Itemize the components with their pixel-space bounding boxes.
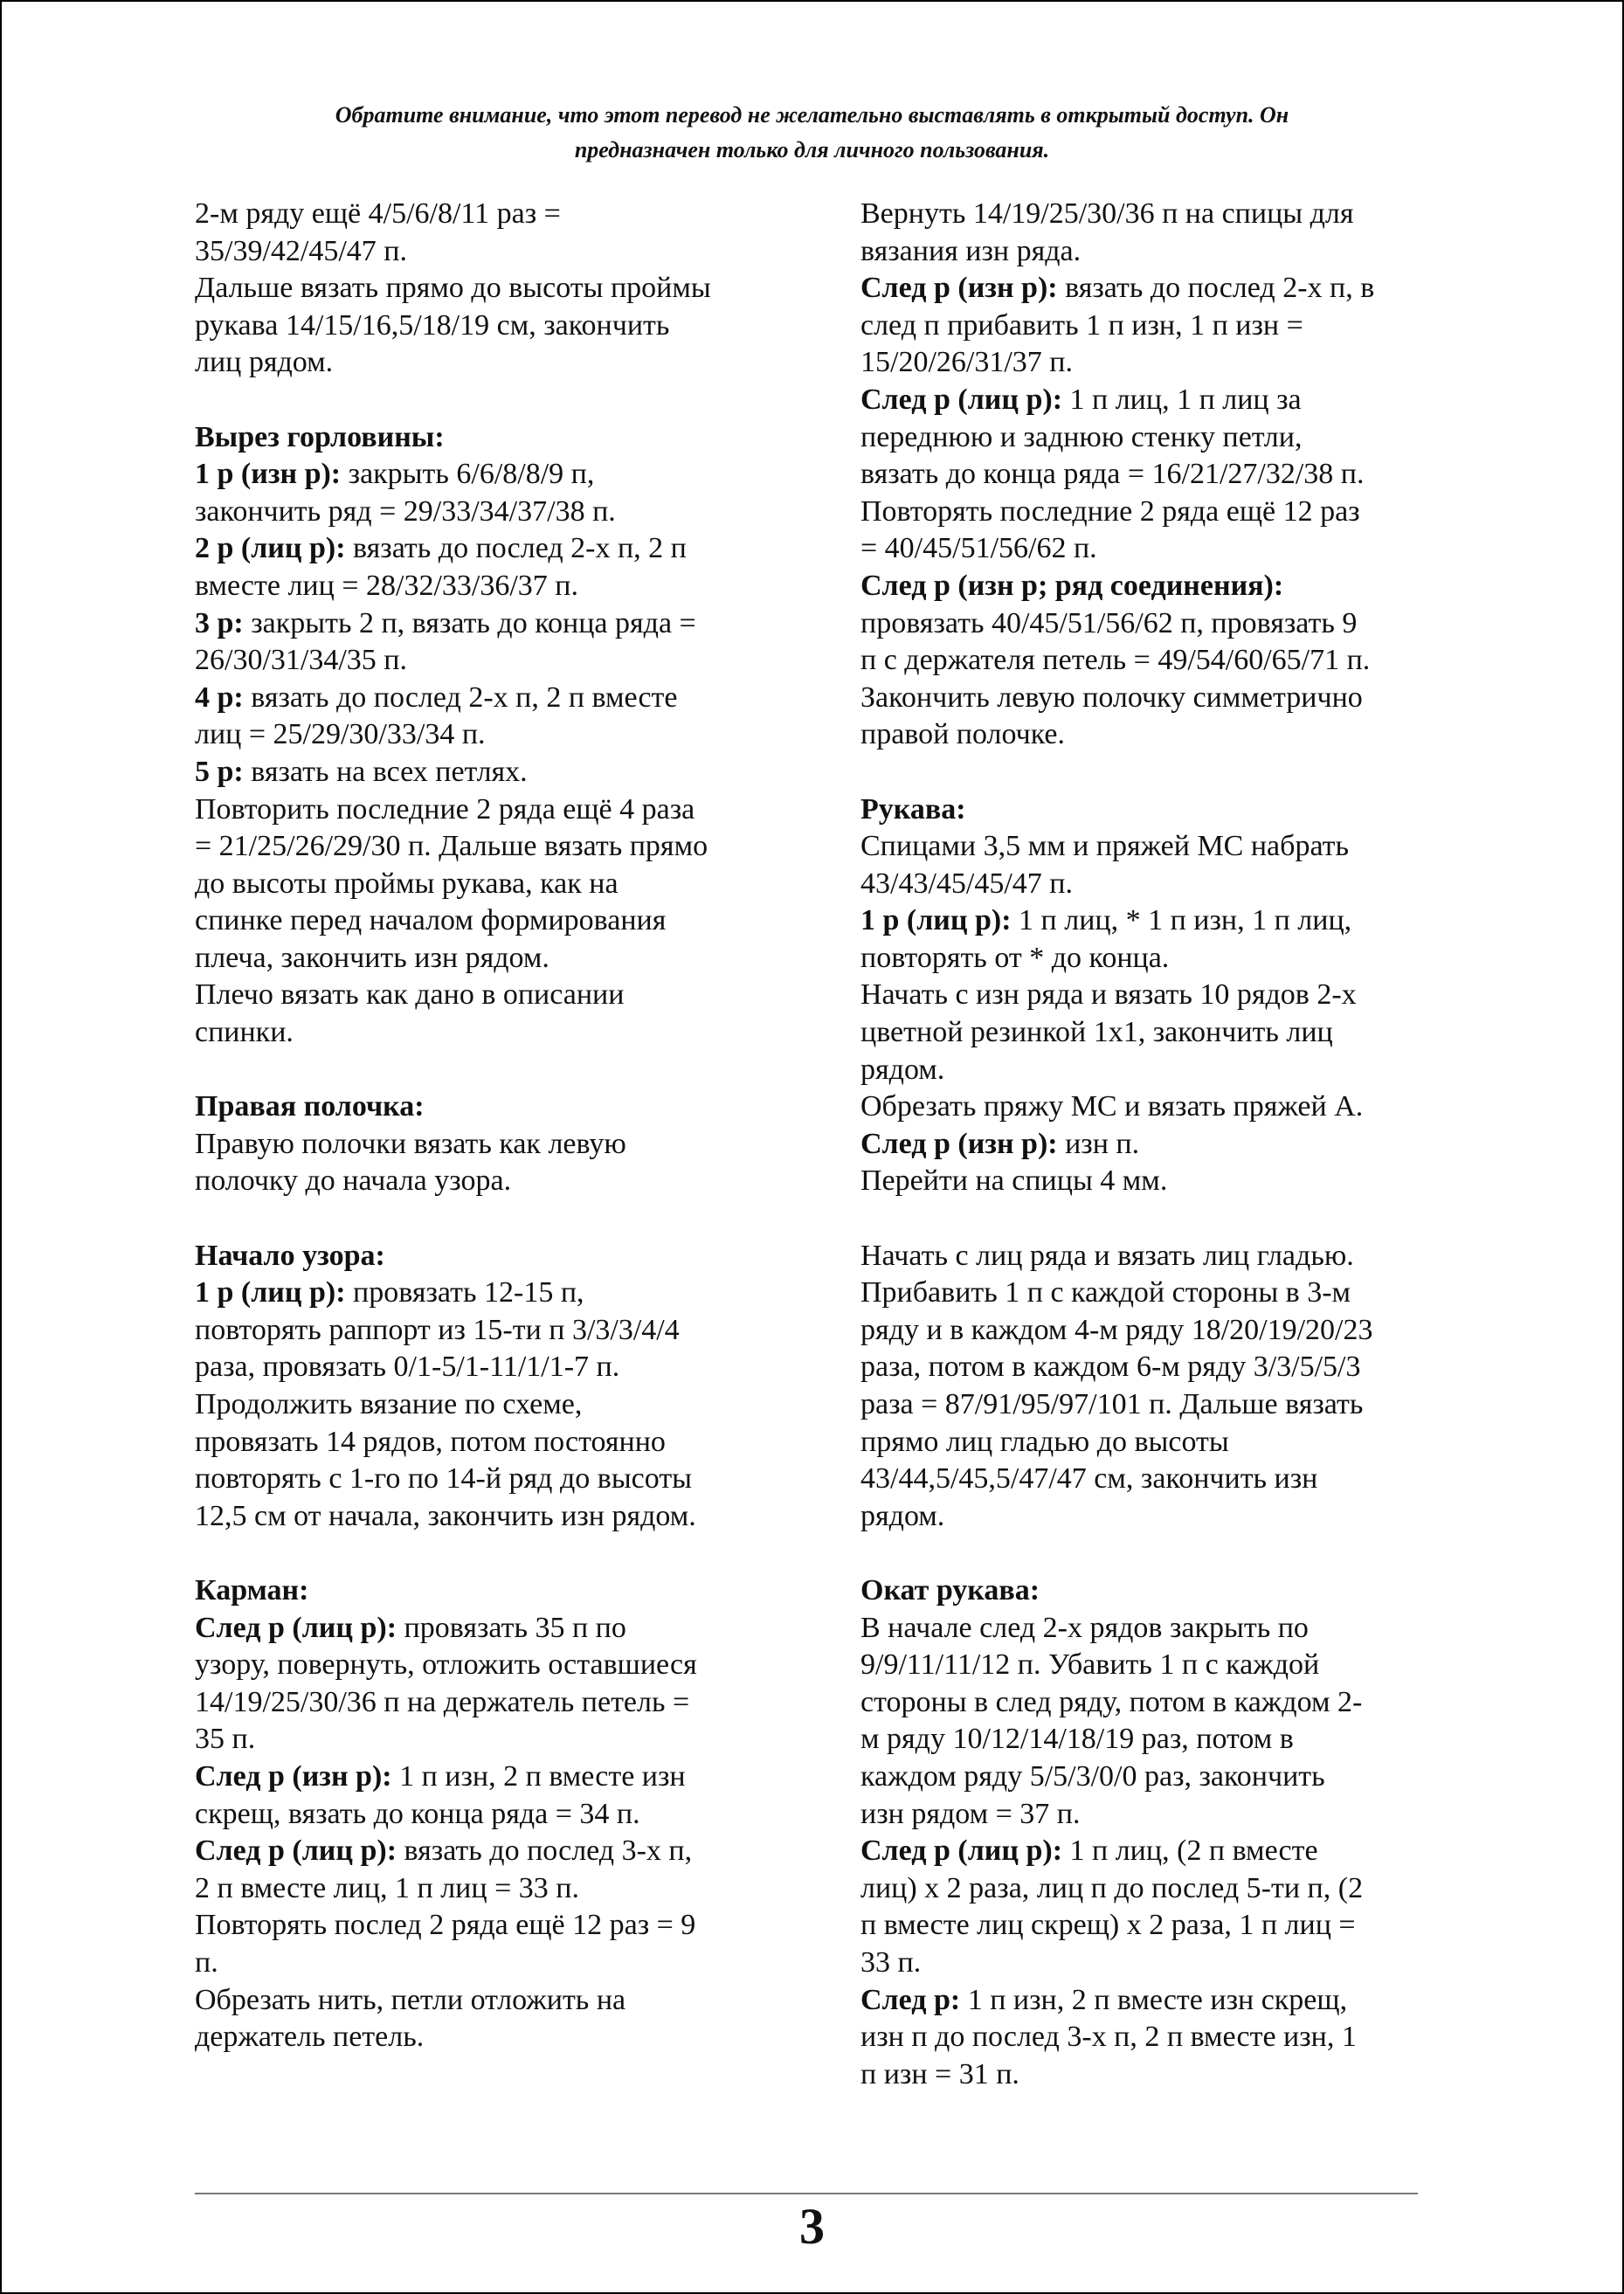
row-text: провязать 35 п по [397, 1611, 626, 1644]
row-text: закрыть 6/6/8/8/9 п, [341, 458, 595, 491]
text-line: закончить ряд = 29/33/34/37/38 п. [195, 494, 616, 528]
text-line: Правую полочки вязать как левую [195, 1127, 626, 1160]
text-line: = 40/45/51/56/62 п. [860, 532, 1097, 565]
text-line: п с держателя петель = 49/54/60/65/71 п. [860, 644, 1371, 677]
row-label: След р (лиц р): [195, 1611, 397, 1644]
text-line: 33 п. [860, 1945, 922, 1979]
text-line: ряду и в каждом 4-м ряду 18/20/19/20/23 [860, 1313, 1373, 1346]
row-label: След р (изн р): [195, 1759, 392, 1793]
text-line: плеча, закончить изн рядом. [195, 941, 549, 974]
row-label: След р (лиц р): [195, 1835, 397, 1868]
page-number: 3 [799, 2198, 825, 2255]
text-line: 9/9/11/11/12 п. Убавить 1 п с каждой [860, 1648, 1320, 1682]
row-label: След р (изн р): [860, 272, 1058, 305]
text-line: прямо лиц гладью до высоты [860, 1425, 1229, 1458]
text-line: лиц) х 2 раза, лиц п до послед 5-ти п, (2 [860, 1871, 1364, 1904]
row-text: вязать на всех петлях. [243, 755, 528, 788]
text-line: повторять раппорт из 15-ти п 3/3/3/4/4 [195, 1313, 680, 1346]
row-label: 1 р (лиц р): [195, 1276, 346, 1309]
text-line [195, 680, 798, 717]
row-label: 5 р: [195, 755, 244, 788]
text-line: переднюю и заднюю стенку петли, [860, 420, 1303, 453]
text-line: Продолжить вязание по схеме, [195, 1388, 583, 1420]
row-label: 4 р: [195, 681, 244, 714]
text-line [860, 902, 1437, 940]
text-line: 43/43/45/45/47 п. [860, 867, 1073, 900]
row-label: 2 р (лиц р): [195, 532, 346, 565]
text-line: до высоты проймы рукава, как на [195, 867, 619, 900]
text-line [195, 1275, 798, 1312]
row-text: 1 п лиц, (2 п вместе [1062, 1835, 1318, 1868]
text-line [195, 1833, 798, 1870]
text-line: повторять от * до конца. [860, 941, 1170, 974]
left-column [195, 196, 798, 2056]
text-line: Обрезать пряжу МС и вязать пряжей А. [860, 1090, 1364, 1123]
row-text: 1 п изн, 2 п вместе изн [391, 1759, 686, 1793]
text-line: 2 п вместе лиц, 1 п лиц = 33 п. [195, 1871, 579, 1904]
text-line: Повторять послед 2 ряда ещё 12 раз = 9 [195, 1909, 696, 1942]
row-text: вязать до послед 2-х п, 2 п [345, 532, 687, 565]
notice-line: предназначен только для личного пользования. [574, 137, 1050, 162]
text-line: Начать с лиц ряда и вязать лиц гладью. [860, 1239, 1354, 1272]
text-line: рядом. [860, 1499, 945, 1532]
text-line: 35/39/42/45/47 п. [195, 234, 407, 267]
text-line: Спицами 3,5 мм и пряжей МС набрать [860, 830, 1350, 863]
row-text: провязать 12-15 п, [345, 1276, 584, 1309]
text-line [195, 530, 798, 568]
text-line: В начале след 2-х рядов закрыть по [860, 1611, 1309, 1644]
text-line: спинке перед началом формирования [195, 904, 667, 937]
text-line: Повторять последние 2 ряда ещё 12 раз [860, 494, 1360, 528]
text-line: изн п до послед 3-х п, 2 п вместе изн, 1 [860, 2021, 1357, 2054]
row-label: 3 р: [195, 606, 244, 639]
row-text: вязать до послед 3-х п, [397, 1835, 693, 1868]
row-label: След р (изн р): [860, 1127, 1058, 1160]
text-line: держатель петель. [195, 2021, 425, 2054]
text-line: 14/19/25/30/36 п на держатель петель = [195, 1685, 690, 1718]
text-line: п изн = 31 п. [860, 2057, 1019, 2090]
row-text: закрыть 2 п, вязать до конца ряда = [243, 606, 696, 639]
row-text: вязать до послед 2-х п, в [1057, 272, 1375, 305]
text-line [860, 1126, 1437, 1164]
text-line [860, 1982, 1437, 2020]
text-line: провязать 14 рядов, потом постоянно [195, 1425, 666, 1458]
text-line: правой полочке. [860, 718, 1065, 751]
text-line: 26/30/31/34/35 п. [195, 644, 407, 677]
notice-line: Обратите внимание, что этот перевод не желательно выставлять в открытый доступ. Он [335, 102, 1289, 128]
text-line: п. [195, 1945, 218, 1979]
text-line: лиц = 25/29/30/33/34 п. [195, 718, 486, 751]
text-line: каждом ряду 5/5/3/0/0 раз, закончить [860, 1759, 1325, 1793]
row-label: След р (лиц р): [860, 383, 1063, 416]
text-line: Начать с изн ряда и вязать 10 рядов 2-х [860, 978, 1357, 1012]
text-line: Вернуть 14/19/25/30/36 п на спицы для [860, 197, 1354, 230]
text-line: 35 п. [195, 1723, 256, 1756]
text-line [860, 382, 1437, 419]
text-line: = 21/25/26/29/30 п. Дальше вязать прямо [195, 830, 708, 863]
text-line: вместе лиц = 28/32/33/36/37 п. [195, 569, 578, 602]
text-line [860, 1833, 1437, 1870]
text-line: Обрезать нить, петли отложить на [195, 1983, 626, 2016]
text-line: цветной резинкой 1х1, закончить лиц [860, 1016, 1333, 1049]
row-text: изн п. [1057, 1127, 1140, 1160]
row-text: 1 п лиц, * 1 п изн, 1 п лиц, [1011, 904, 1352, 937]
text-line: рукава 14/15/16,5/18/19 см, закончить [195, 308, 670, 342]
text-line: Повторить последние 2 ряда ещё 4 раза [195, 792, 695, 826]
text-line [195, 754, 798, 791]
text-line: вязания изн ряда. [860, 234, 1082, 267]
text-line: скрещ, вязать до конца ряда = 34 п. [195, 1797, 640, 1830]
copyright-notice [2, 98, 1622, 168]
text-line: спинки. [195, 1016, 294, 1049]
text-line: раза, провязать 0/1-5/1-11/1/1-7 п. [195, 1351, 620, 1384]
section-heading-sleeve-cap: Окат рукава: [860, 1573, 1040, 1606]
row-label: След р (лиц р): [860, 1835, 1063, 1868]
text-line: 43/44,5/45,5/47/47 см, закончить изн [860, 1462, 1318, 1496]
row-label: 1 р (изн р): [195, 458, 342, 491]
section-heading-pattern-start: Начало узора: [195, 1239, 385, 1272]
text-line: след п прибавить 1 п изн, 1 п изн = [860, 308, 1303, 342]
text-line: Плечо вязать как дано в описании [195, 978, 625, 1012]
text-line: полочку до начала узора. [195, 1164, 512, 1198]
row-text: 1 п лиц, 1 п лиц за [1062, 383, 1302, 416]
text-line [195, 1610, 798, 1648]
section-heading-right-front: Правая полочка: [195, 1090, 425, 1123]
text-line: раза = 87/91/95/97/101 п. Дальше вязать [860, 1388, 1364, 1420]
text-line: м ряду 10/12/14/18/19 раз, потом в [860, 1723, 1294, 1756]
text-line: Дальше вязать прямо до высоты проймы [195, 272, 711, 305]
text-line [860, 270, 1437, 307]
text-line: п вместе лиц скрещ) х 2 раза, 1 п лиц = [860, 1909, 1356, 1942]
right-column [860, 196, 1437, 2093]
text-line: Перейти на спицы 4 мм. [860, 1164, 1168, 1198]
text-line: рядом. [860, 1053, 945, 1086]
section-heading-sleeves: Рукава: [860, 792, 966, 826]
text-line: Прибавить 1 п с каждой стороны в 3-м [860, 1276, 1351, 1309]
text-line: раза, потом в каждом 6-м ряду 3/3/5/5/3 [860, 1351, 1361, 1384]
text-line: 2-м ряду ещё 4/5/6/8/11 раз = [195, 197, 561, 230]
section-heading-neckline: Вырез горловины: [195, 420, 445, 453]
text-line: 12,5 см от начала, закончить изн рядом. [195, 1499, 696, 1532]
text-line: изн рядом = 37 п. [860, 1797, 1081, 1830]
text-line: провязать 40/45/51/56/62 п, провязать 9 [860, 606, 1358, 639]
text-line: 15/20/26/31/37 п. [860, 346, 1073, 379]
section-heading-pocket: Карман: [195, 1573, 309, 1606]
text-line: повторять с 1-го по 14-й ряд до высоты [195, 1462, 693, 1496]
text-line [195, 456, 798, 494]
text-line [195, 605, 798, 643]
row-label: След р: [860, 1983, 961, 2016]
row-text: 1 п изн, 2 п вместе изн скрещ, [960, 1983, 1348, 2016]
row-label: 1 р (лиц р): [860, 904, 1012, 937]
footer-divider [195, 2193, 1418, 2194]
row-text: вязать до послед 2-х п, 2 п вместе [243, 681, 678, 714]
text-line: Закончить левую полочку симметрично [860, 681, 1363, 714]
text-line: лиц рядом. [195, 346, 334, 379]
text-line: узору, повернуть, отложить оставшиеся [195, 1648, 697, 1682]
text-line: стороны в след ряду, потом в каждом 2- [860, 1685, 1363, 1718]
row-label: След р (изн р; ряд соединения): [860, 569, 1284, 602]
text-line: вязать до конца ряда = 16/21/27/32/38 п. [860, 458, 1365, 491]
text-line [195, 1759, 798, 1796]
